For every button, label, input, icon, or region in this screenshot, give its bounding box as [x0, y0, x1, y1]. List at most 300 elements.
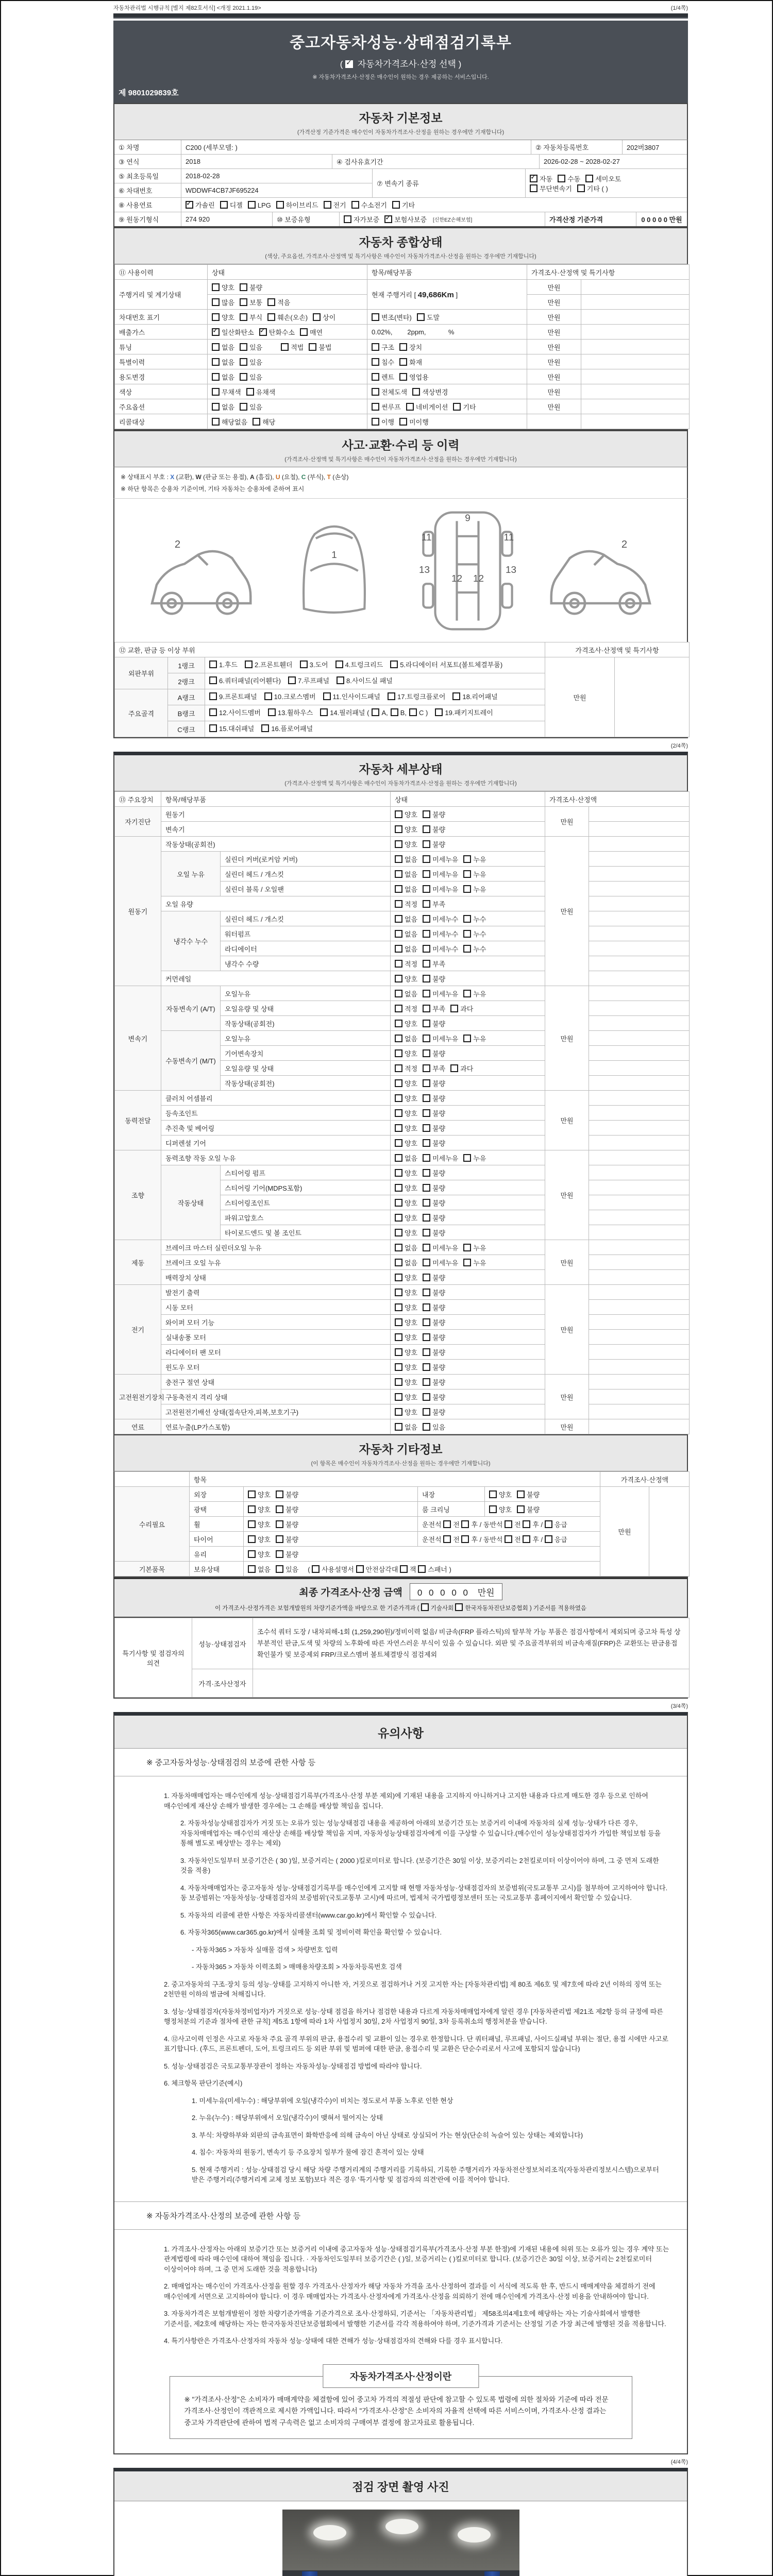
checkbox-없음[interactable] — [395, 1259, 402, 1266]
text-fragment: 안전삼각대 — [365, 1565, 400, 1573]
checkbox-미세누유[interactable] — [423, 1035, 430, 1042]
item-label: 작동상태(공회전) — [221, 1076, 391, 1091]
checkbox-렌트[interactable] — [372, 373, 379, 381]
option-불량 — [423, 1287, 445, 1297]
note-cell — [589, 1404, 690, 1419]
checkbox-양호[interactable] — [395, 1109, 402, 1117]
checkbox-양호[interactable] — [395, 810, 402, 818]
checkbox-구조[interactable] — [372, 343, 379, 351]
checkbox-4.트렁크리드[interactable] — [335, 660, 343, 668]
checkbox[interactable] — [523, 1535, 530, 1543]
option-label: 일산화탄소 — [222, 328, 254, 336]
price-cell: 만원 — [545, 986, 589, 1091]
checkbox-불량[interactable] — [423, 1408, 430, 1416]
checkbox-불량[interactable] — [240, 283, 247, 291]
note-cell — [589, 1076, 690, 1091]
checkbox-누유[interactable] — [463, 1259, 471, 1266]
checkbox-불량[interactable] — [423, 1124, 430, 1132]
section-etc-subtitle: (이 항목은 매수인이 자동차가격조사·산정을 원하는 경우에만 기재합니다) — [311, 1461, 491, 1467]
checkbox[interactable] — [505, 1520, 512, 1528]
item-label: 타이로드엔드 및 볼 조인트 — [221, 1225, 391, 1240]
checkbox-미세누수[interactable] — [423, 930, 430, 938]
checkbox-해당[interactable] — [253, 418, 260, 426]
checkbox-누유[interactable] — [463, 1154, 471, 1162]
checkbox-부족[interactable] — [423, 960, 430, 968]
checkbox-불량[interactable] — [423, 1094, 430, 1102]
text-fragment: 이 가격조사·산정가격은 보험개발원의 차량기준가액을 바탕으로 한 기준가격과 ( — [214, 1605, 421, 1612]
option-유채색 — [246, 387, 276, 397]
section-detail-title: 자동차 세부상태 — [359, 762, 443, 776]
checkbox-7.루프패널[interactable] — [288, 676, 296, 684]
checkbox-3.도어[interactable] — [300, 660, 308, 668]
checkbox-미세누유[interactable] — [423, 885, 430, 893]
price-survey-select-checkbox[interactable] — [345, 60, 353, 68]
device-subgroup: 자동변속기 (A/T) — [161, 986, 221, 1031]
checkbox-가솔린[interactable] — [186, 201, 193, 209]
checkbox-불량[interactable] — [423, 1184, 430, 1192]
item-cell — [367, 310, 527, 325]
checkbox-없음[interactable] — [212, 403, 220, 411]
checkbox-양호[interactable] — [212, 283, 220, 291]
car-view-underbody — [410, 506, 526, 636]
col-item: 항목/해당부품 — [161, 792, 391, 807]
checkbox-적정[interactable] — [395, 960, 402, 968]
text-fragment: ( — [308, 1565, 312, 1573]
checkbox-없음[interactable] — [395, 855, 402, 863]
checkbox-보험사보증[interactable] — [384, 215, 392, 223]
checkbox[interactable] — [523, 1520, 530, 1528]
checkbox-16.플로어패널[interactable] — [261, 724, 269, 732]
checkbox-12.사이드멤버[interactable] — [209, 708, 217, 716]
checkbox-불량[interactable] — [423, 825, 430, 833]
table-row — [114, 155, 687, 168]
checkbox-유채색[interactable] — [246, 388, 254, 396]
checkbox-없음[interactable] — [212, 358, 220, 366]
checkbox[interactable] — [461, 1535, 469, 1543]
option-8.사이드실 패널 — [337, 675, 393, 687]
checkbox[interactable] — [455, 1603, 463, 1611]
checkbox-부족[interactable] — [423, 900, 430, 908]
option-하이브리드 — [276, 200, 318, 210]
checkbox-1.후드[interactable] — [209, 660, 217, 668]
checkbox-누유[interactable] — [463, 1244, 471, 1251]
checkbox-적정[interactable] — [395, 1064, 402, 1072]
checkbox-자가보증[interactable] — [344, 215, 351, 223]
option-없음 — [395, 854, 417, 864]
checkbox-pillar-C[interactable] — [409, 708, 417, 716]
option-불량 — [276, 1489, 298, 1499]
checkbox-양호[interactable] — [489, 1490, 497, 1498]
checkbox-양호[interactable] — [395, 1124, 402, 1132]
option-없음 — [395, 1153, 417, 1163]
option-없음 — [395, 989, 417, 998]
checkbox-네비게이션[interactable] — [406, 403, 414, 411]
checkbox-누유[interactable] — [463, 885, 471, 893]
extra-options — [418, 1517, 600, 1532]
checkbox-불법[interactable] — [309, 343, 316, 351]
table-row — [115, 325, 690, 340]
checkbox-있음[interactable] — [240, 373, 247, 381]
checkbox-미세누유[interactable] — [423, 855, 430, 863]
option-label: 기타 ( ) — [586, 184, 608, 193]
state-options — [391, 1061, 545, 1076]
checkbox-13.휠하우스[interactable] — [268, 708, 276, 716]
checkbox-미세누수[interactable] — [423, 915, 430, 923]
checkbox-양호[interactable] — [248, 1505, 256, 1513]
checkbox-불량[interactable] — [423, 1318, 430, 1326]
option-불량 — [423, 1078, 445, 1088]
option-양호 — [395, 1228, 417, 1238]
checkbox-불량[interactable] — [423, 1049, 430, 1057]
checkbox-없음[interactable] — [212, 373, 220, 381]
checkbox-불량[interactable] — [423, 810, 430, 818]
checkbox-6.쿼터패널(리어휀다)[interactable] — [209, 676, 217, 684]
checkbox-양호[interactable] — [248, 1550, 256, 1558]
checkbox-없음[interactable] — [395, 1423, 402, 1431]
checkbox-누수[interactable] — [463, 915, 471, 923]
checkbox-불량[interactable] — [423, 1079, 430, 1087]
state-options — [391, 1285, 545, 1300]
checkbox-없음[interactable] — [248, 1565, 256, 1573]
overall-state-table-wrap — [113, 264, 688, 430]
checkbox-변조(변타)[interactable] — [372, 313, 379, 321]
option-label: 불량 — [432, 1318, 446, 1327]
text-fragment: 잭 — [410, 1565, 418, 1573]
checkbox-양호[interactable] — [395, 825, 402, 833]
checkbox-불량[interactable] — [423, 1378, 430, 1386]
checkbox-기타[interactable] — [392, 201, 400, 209]
checkbox-미세누유[interactable] — [423, 990, 430, 997]
usage-name: 배출가스 — [115, 325, 208, 340]
state-code-desc: (손상) — [330, 473, 349, 481]
checkbox-불량[interactable] — [423, 1199, 430, 1207]
option-불량 — [423, 824, 445, 834]
checkbox-무단변속기[interactable] — [530, 184, 537, 192]
checkbox-누유[interactable] — [463, 870, 471, 878]
checkbox-양호[interactable] — [395, 1139, 402, 1147]
checkbox-훼손(오손)[interactable] — [267, 313, 275, 321]
checkbox-15.대쉬패널[interactable] — [209, 724, 217, 732]
checkbox-5.라디에이터 서포트(볼트체결부품)[interactable] — [390, 660, 398, 668]
checkbox-불량[interactable] — [423, 1274, 430, 1281]
checkbox-불량[interactable] — [423, 1139, 430, 1147]
option-label: 8.사이드실 패널 — [346, 677, 393, 685]
checkbox-양호[interactable] — [395, 1348, 402, 1356]
checkbox-양호[interactable] — [395, 1079, 402, 1087]
checkbox-상이[interactable] — [313, 313, 321, 321]
checkbox-양호[interactable] — [248, 1520, 256, 1528]
checkbox-없음[interactable] — [395, 870, 402, 878]
checkbox-없음[interactable] — [395, 930, 402, 938]
car-view-side-left — [143, 506, 259, 636]
checkbox-있음[interactable] — [423, 1423, 430, 1431]
definition-box-text: ※ "가격조사·산정"은 소비자가 매매계약을 체결함에 있어 중고차 가격의 적절성 판단에 참고할 수 있도록 법령에 의한 절차와 기준에 따라 전문 가격조사·산정인이 객관적으로 제시한 가액입니다. 따라서 "가격조사·산정"은 소비자의 자율적 선택에 따른 서비스이며, 가격조사·산정 결과는 중고차 가격판단에 관하여 법적 구속력은 없고 소비자의 구매여부 결정에 참고자료로 활용됩니다. — [184, 2395, 609, 2427]
checkbox-불량[interactable] — [276, 1520, 283, 1528]
checkbox-양호[interactable] — [395, 1020, 402, 1027]
checkbox-양호[interactable] — [395, 1169, 402, 1177]
checkbox-양호[interactable] — [395, 1184, 402, 1192]
checkbox-침수[interactable] — [372, 358, 379, 366]
checkbox[interactable] — [421, 1603, 429, 1611]
checkbox[interactable] — [418, 1565, 426, 1573]
checkbox-불량[interactable] — [423, 975, 430, 982]
text-fragment: 응급 — [554, 1535, 567, 1544]
checkbox-세미오토[interactable] — [585, 175, 593, 182]
checkbox-장치[interactable] — [399, 343, 407, 351]
checkbox-불량[interactable] — [423, 1303, 430, 1311]
checkbox-있음[interactable] — [276, 1565, 283, 1573]
option-label: 자동 — [540, 175, 553, 183]
checkbox-적법[interactable] — [281, 343, 289, 351]
checkbox-없음[interactable] — [395, 945, 402, 953]
state-options — [391, 1255, 545, 1270]
checkbox-없음[interactable] — [395, 915, 402, 923]
checkbox-양호[interactable] — [395, 1378, 402, 1386]
checkbox-썬루프[interactable] — [372, 403, 379, 411]
checkbox-양호[interactable] — [395, 975, 402, 982]
checkbox-불량[interactable] — [423, 1229, 430, 1236]
checkbox-양호[interactable] — [395, 1333, 402, 1341]
checkbox-양호[interactable] — [489, 1505, 497, 1513]
checkbox[interactable] — [356, 1565, 364, 1573]
checkbox-수동[interactable] — [558, 175, 565, 182]
option-19.패키지트레이 — [435, 707, 493, 719]
option-label: 양호 — [405, 1378, 418, 1386]
state-options — [244, 1532, 418, 1547]
option-label: 누수 — [473, 945, 486, 953]
checkbox-탄화수소[interactable] — [259, 328, 267, 336]
checkbox-화재[interactable] — [399, 358, 407, 366]
checkbox-있음[interactable] — [240, 358, 247, 366]
checkbox-적정[interactable] — [395, 900, 402, 908]
checkbox-하이브리드[interactable] — [276, 201, 284, 209]
notice-item: 2. 중고자동차의 구조·장치 등의 성능·상태를 고지하지 아니한 자, 거짓으로 점검하거나 거짓 고지한 자는 [자동차관리법] 제 80조 제6호 및 제7호에 따라 2년 이하의 징역 또는 2천만원 이하의 벌금에 처해집니다. — [164, 1980, 662, 1998]
option-양호 — [395, 1198, 417, 1208]
checkbox[interactable] — [461, 1520, 469, 1528]
checkbox-18.리어패널[interactable] — [452, 692, 460, 700]
checkbox-미세누유[interactable] — [423, 870, 430, 878]
state-code-C: C — [301, 473, 306, 481]
checkbox-없음[interactable] — [395, 1035, 402, 1042]
checkbox-일산화탄소[interactable] — [212, 328, 220, 336]
checkbox-불량[interactable] — [423, 1363, 430, 1371]
checkbox-해당없음[interactable] — [212, 418, 220, 426]
checkbox-있음[interactable] — [240, 343, 247, 351]
checkbox[interactable] — [545, 1520, 552, 1528]
option-있음 — [240, 357, 262, 367]
definition-box-title: 자동차가격조사·산정이란 — [323, 2364, 479, 2388]
note-cell — [589, 1091, 690, 1106]
checkbox-누유[interactable] — [463, 1035, 471, 1042]
checkbox-불량[interactable] — [423, 1109, 430, 1117]
checkbox[interactable] — [312, 1565, 320, 1573]
checkbox-14.필러패널[interactable] — [320, 708, 328, 716]
checkbox-색상변경[interactable] — [412, 388, 420, 396]
note-cell — [589, 1300, 690, 1315]
text-fragment: 후 / 동반석 — [471, 1520, 505, 1529]
checkbox-양호[interactable] — [395, 1318, 402, 1326]
checkbox[interactable] — [443, 1535, 451, 1543]
option-렌트 — [372, 372, 394, 382]
checkbox-불량[interactable] — [517, 1490, 525, 1498]
checkbox-불량[interactable] — [276, 1550, 283, 1558]
checkbox-없음[interactable] — [395, 990, 402, 997]
checkbox-전체도색[interactable] — [372, 388, 379, 396]
checkbox[interactable] — [505, 1535, 512, 1543]
checkbox-양호[interactable] — [395, 1393, 402, 1401]
checkbox-19.패키지트레이[interactable] — [435, 708, 443, 716]
checkbox-도말[interactable] — [417, 313, 425, 321]
checkbox-불량[interactable] — [276, 1505, 283, 1513]
checkbox-불량[interactable] — [276, 1535, 283, 1543]
checkbox-디젤[interactable] — [220, 201, 228, 209]
checkbox-부식[interactable] — [240, 313, 247, 321]
note-cell — [589, 1016, 690, 1031]
checkbox-양호[interactable] — [395, 1049, 402, 1057]
checkbox-양호[interactable] — [248, 1490, 256, 1498]
option-적법 — [281, 342, 304, 352]
checkbox-영업용[interactable] — [399, 373, 407, 381]
checkbox-2.프론트휀더[interactable] — [245, 660, 253, 668]
option-4.트렁크리드 — [335, 659, 383, 671]
checkbox-전기[interactable] — [324, 201, 331, 209]
checkbox-자동[interactable] — [530, 175, 537, 182]
checkbox-부족[interactable] — [423, 1064, 430, 1072]
item-label: 구동축전지 격리 상태 — [161, 1389, 391, 1404]
rank-table — [114, 642, 690, 737]
checkbox-불량[interactable] — [276, 1490, 283, 1498]
checkbox[interactable] — [545, 1535, 552, 1543]
option-label: 미세누유 — [432, 1154, 459, 1162]
appraiser-label: 가격·조사산정자 — [192, 1669, 253, 1698]
checkbox-양호[interactable] — [248, 1535, 256, 1543]
option-label: 없음 — [222, 358, 235, 366]
checkbox-없음[interactable] — [395, 1154, 402, 1162]
checkbox-양호[interactable] — [395, 1229, 402, 1236]
diagram-part-number: 12 — [451, 573, 462, 584]
text-fragment: 기술사회 — [430, 1605, 456, 1612]
notice-item: 2. 매매업자는 매수인이 가격조사·산정을 원할 경우 가격조사·산정자가 해당 자동차 가격을 조사·산정하여 결과를 이 서식에 적도록 한 후, 반드시 매매계약을 체결하기 전에 매수인에게 서면으로 고지하여야 합니다. 이 경우 매매업자는 가격조사·산정자에게 가격조사·산정을 의뢰하기 전에 매수인에게 가격조사·산정 비용을 안내하여야 합니다. — [164, 2282, 656, 2300]
item-label: 작동상태(공회전) — [161, 837, 391, 852]
checkbox-17.트렁크플로어[interactable] — [388, 692, 395, 700]
checkbox-양호[interactable] — [395, 1303, 402, 1311]
option-label: 세미오토 — [595, 175, 621, 183]
notice-item: 3. 부식: 차량하부와 외판의 금속표면이 화학반응에 의해 금속이 아닌 상태로 상실되어 가는 현상(단순히 녹슬어 있는 상태는 제외합니다) — [192, 2131, 583, 2139]
checkbox-미세누수[interactable] — [423, 945, 430, 953]
checkbox-미세누유[interactable] — [423, 1244, 430, 1251]
price-cell: 만원 — [527, 384, 581, 399]
checkbox-양호[interactable] — [395, 1214, 402, 1222]
checkbox-9.프론트패널[interactable] — [209, 692, 217, 700]
checkbox-불량[interactable] — [423, 840, 430, 848]
section-overall-title: 자동차 종합상태 — [359, 235, 443, 249]
option-양호 — [395, 1392, 417, 1402]
checkbox-누수[interactable] — [463, 945, 471, 953]
checkbox-보통[interactable] — [240, 298, 247, 306]
checkbox-양호[interactable] — [395, 840, 402, 848]
option-label: 있음 — [285, 1565, 299, 1573]
option-누유 — [463, 1153, 486, 1163]
checkbox-양호[interactable] — [395, 1274, 402, 1281]
checkbox-불량[interactable] — [423, 1393, 430, 1401]
checkbox-불량[interactable] — [423, 1348, 430, 1356]
state-options — [244, 1547, 600, 1562]
checkbox-11.인사이드패널[interactable] — [323, 692, 331, 700]
checkbox-10.크로스멤버[interactable] — [264, 692, 272, 700]
checkbox-불량[interactable] — [423, 1289, 430, 1296]
checkbox-기타[interactable] — [453, 403, 461, 411]
checkbox-불량[interactable] — [423, 1214, 430, 1222]
checkbox-LPG[interactable] — [248, 201, 256, 209]
usage-name: 주행거리 및 계기상태 — [115, 280, 208, 310]
checkbox-양호[interactable] — [395, 1363, 402, 1371]
checkbox-누유[interactable] — [463, 855, 471, 863]
checkbox-불량[interactable] — [423, 1333, 430, 1341]
checkbox-매연[interactable] — [300, 328, 308, 336]
checkbox-미세누유[interactable] — [423, 1259, 430, 1266]
checkbox-이행[interactable] — [372, 418, 379, 426]
checkbox-있음[interactable] — [240, 403, 247, 411]
checkbox-적음[interactable] — [267, 298, 275, 306]
table-row — [115, 1165, 690, 1180]
subtitle-close: ) — [458, 59, 462, 69]
option-없음 — [212, 342, 234, 352]
checkbox-불량[interactable] — [423, 1020, 430, 1027]
checkbox-수소전기[interactable] — [351, 201, 359, 209]
checkbox-양호[interactable] — [395, 1094, 402, 1102]
checkbox-pillar-B[interactable] — [391, 708, 398, 716]
checkbox-8.사이드실 패널[interactable] — [337, 676, 344, 684]
checkbox-기타 ( )[interactable] — [577, 184, 585, 192]
checkbox-누수[interactable] — [463, 930, 471, 938]
checkbox-미세누유[interactable] — [423, 1154, 430, 1162]
checkbox-무채색[interactable] — [212, 388, 220, 396]
state-options — [244, 1487, 418, 1502]
checkbox-과다[interactable] — [450, 1064, 458, 1072]
section-accident — [113, 430, 688, 467]
checkbox-양호[interactable] — [395, 1199, 402, 1207]
checkbox[interactable] — [443, 1520, 451, 1528]
page-marker-4: (4/4쪽) — [670, 2459, 688, 2466]
table-row — [115, 852, 690, 867]
checkbox-없음[interactable] — [395, 885, 402, 893]
option-label: 미세누유 — [432, 870, 459, 878]
checkbox-양호[interactable] — [395, 1408, 402, 1416]
top-meta-line — [113, 4, 688, 12]
checkbox-많음[interactable] — [212, 298, 220, 306]
checkbox[interactable] — [400, 1565, 408, 1573]
checkbox-양호[interactable] — [212, 313, 220, 321]
checkbox-미이행[interactable] — [399, 418, 407, 426]
field-cell — [340, 212, 545, 226]
state-options — [208, 414, 367, 429]
checkbox-누유[interactable] — [463, 990, 471, 997]
option-label: 누유 — [473, 990, 486, 998]
checkbox-없음[interactable] — [212, 343, 220, 351]
table-row — [115, 911, 690, 926]
checkbox-부족[interactable] — [423, 1005, 430, 1012]
option-label: 양호 — [258, 1490, 271, 1499]
checkbox-양호[interactable] — [395, 1289, 402, 1296]
checkbox-없음[interactable] — [395, 1244, 402, 1251]
checkbox-불량[interactable] — [423, 1169, 430, 1177]
checkbox-pillar-A[interactable] — [372, 708, 379, 716]
checkbox-불량[interactable] — [517, 1505, 525, 1513]
checkbox-과다[interactable] — [450, 1005, 458, 1012]
checkbox-적정[interactable] — [395, 1005, 402, 1012]
option-label: 양호 — [405, 1109, 418, 1117]
option-label: 미세누유 — [432, 1035, 459, 1043]
